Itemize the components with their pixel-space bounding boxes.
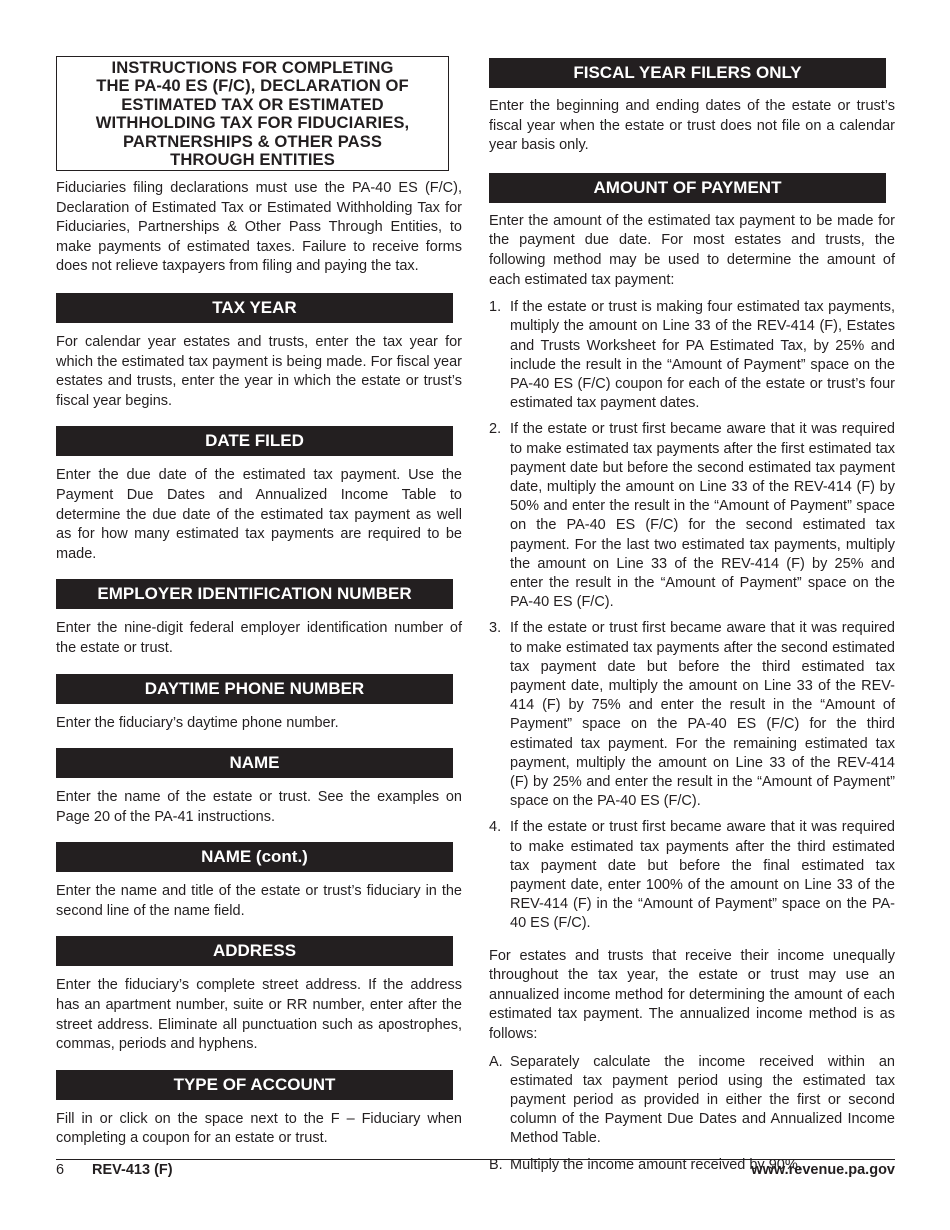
title-line: PARTNERSHIPS & OTHER PASS: [122, 131, 383, 151]
left-column: [56, 56, 462, 1149]
annualized-lettered-list: [489, 1053, 895, 1175]
section-heading-daytime-phone: DAYTIME PHONE NUMBER: [56, 674, 453, 704]
list-item: [489, 1053, 895, 1149]
section-body-date-filed: Enter the due date of the estimated tax payment. Use the Payment Due Dates and Annualized Income Table to determine the due date of the estimated tax payment as well as for how many estimated tax payments are required to be made.: [56, 467, 462, 562]
list-marker: 3.: [489, 620, 502, 637]
title-line: ESTIMATED TAX OR ESTIMATED: [121, 94, 384, 114]
list-item-text: If the estate or trust is making four estimated tax payments, multiply the amount on Line 33 of the REV-414 (F), Estates and Trusts Worksheet for PA Estimated Tax, by 25% and include the result in the “Amount of Payment” space on the PA-40 ES (F/C) coupon for each of the estate or trust’s four estimated tax payment dates.: [510, 299, 895, 412]
list-marker: B.: [489, 1156, 503, 1173]
section-body-fiscal-year: Enter the beginning and ending dates of the estate or trust’s fiscal year when the estate or trust does not file on a calendar year basis only.: [489, 98, 895, 154]
list-item: [489, 298, 895, 413]
list-item: [489, 420, 895, 612]
list-item-text: If the estate or trust first became aware that it was required to make estimated tax payments after the first estimated tax payment date but before the second estimated tax payment date, multiply the amount on Line 33 of the REV-414 (F) by 50% and enter the result in the “Amount of Payment” space on the PA-40 ES (F/C) for the second estimated tax payment. For the last two estimated tax payments, multiply the amount on Line 33 of the REV-414 (F) by 25% and enter the result in the “Amount of Payment” space on the PA-40 ES (F/C).: [510, 421, 895, 611]
section-body-address: Enter the fiduciary’s complete street address. If the address has an apartment number, suite or RR number, enter after the street address. Eliminate all punctuation such as apostrophes, commas, periods and hyphens.: [56, 977, 462, 1053]
instructions-title-box: [56, 56, 449, 171]
section-body-tax-year: For calendar year estates and trusts, enter the tax year for which the estimated tax payment is being made. For fiscal year estates and trusts, enter the year in which the estate or trust’s fiscal year begins.: [56, 333, 462, 409]
section-heading-date-filed: DATE FILED: [56, 426, 453, 456]
section-body-daytime-phone: Enter the fiduciary’s daytime phone number.: [56, 714, 339, 731]
title-line: THE PA-40 ES (F/C), DECLARATION OF: [96, 76, 409, 96]
list-marker: 4.: [489, 819, 502, 836]
list-marker: A.: [489, 1053, 503, 1070]
section-body-name-cont: Enter the name and title of the estate or trust’s fiduciary in the second line of the name field.: [56, 883, 462, 919]
section-heading-amount-of-payment: AMOUNT OF PAYMENT: [489, 173, 886, 203]
intro-paragraph: Fiduciaries filing declarations must use the PA-40 ES (F/C), Declaration of Estimated Tax or Estimated Withholding Tax for Fiduciaries, Partnerships & Other Pass Through Entities, to make payments of estimated taxes. Failure to receive forms does not relieve taxpayers from filing and paying the tax.: [56, 180, 462, 275]
list-marker: 1.: [489, 299, 502, 316]
title-line: THROUGH ENTITIES: [170, 150, 335, 170]
payment-intro: Enter the amount of the estimated tax payment to be made for the payment due date. For most estates and trusts, the following method may be used to determine the amount of each estimated tax payment:: [489, 212, 895, 288]
section-heading-tax-year: TAX YEAR: [56, 293, 453, 323]
list-item: [489, 619, 895, 811]
section-heading-name-cont: NAME (cont.): [56, 842, 453, 872]
form-number: REV-413 (F): [92, 1162, 173, 1178]
section-heading-name: NAME: [56, 748, 453, 778]
section-body-type-of-account: Fill in or click on the space next to the F – Fiduciary when completing a coupon for an estate or trust.: [56, 1110, 462, 1147]
section-body-ein: Enter the nine-digit federal employer identification number of the estate or trust.: [56, 620, 462, 656]
section-body-name: Enter the name of the estate or trust. See the examples on Page 20 of the PA-41 instructions.: [56, 789, 462, 825]
list-item-text: Separately calculate the income received within an estimated tax payment period using the estimated tax payment period as provided in either the first or second column of the Payment Due Dates and Annualized Income Method Table.: [510, 1053, 895, 1147]
section-heading-fiscal-year: FISCAL YEAR FILERS ONLY: [489, 58, 886, 88]
list-item-text: If the estate or trust first became aware that it was required to make estimated tax payments after the third estimated tax payment date but before the final estimated tax payment date, enter 100% of the amount on Line 33 of the REV-414 (F) in the “Amount of Payment” space on the PA-40 ES (F/C).: [510, 819, 895, 932]
section-heading-type-of-account: TYPE OF ACCOUNT: [56, 1070, 453, 1100]
list-item-text: If the estate or trust first became aware that it was required to make estimated tax payments after the second estimated tax payment date but before the third estimated tax payment date, multiply the amount on Line 33 of the REV-414 (F) by 75% and enter the result in the “Amount of Payment” space on the PA-40 ES (F/C) for the third estimated tax payment. For the remaining estimated tax payment, multiply the amount on Line 33 of the REV-414 (F) by 25% and enter the result in the “Amount of Payment” space on the PA-40 ES (F/C).: [510, 620, 895, 810]
section-heading-address: ADDRESS: [56, 936, 453, 966]
page-footer: [56, 1156, 895, 1178]
page-number: 6: [56, 1162, 65, 1178]
website-link[interactable]: www.revenue.pa.gov: [751, 1162, 895, 1178]
title-line: INSTRUCTIONS FOR COMPLETING: [111, 58, 394, 77]
section-heading-ein: EMPLOYER IDENTIFICATION NUMBER: [56, 579, 453, 609]
right-column: [489, 56, 895, 1182]
payment-numbered-list: [489, 298, 895, 934]
list-marker: 2.: [489, 421, 502, 438]
annualized-paragraph: For estates and trusts that receive their income unequally throughout the tax year, the estate or trust may use an annualized income method for determining the amount of each estimated tax payment. The annualized income method is as follows:: [489, 947, 895, 1043]
list-item-text: Multiply the income amount received by 90%.: [510, 1156, 802, 1173]
list-item: [489, 818, 895, 933]
title-line: WITHHOLDING TAX FOR FIDUCIARIES,: [95, 113, 410, 133]
